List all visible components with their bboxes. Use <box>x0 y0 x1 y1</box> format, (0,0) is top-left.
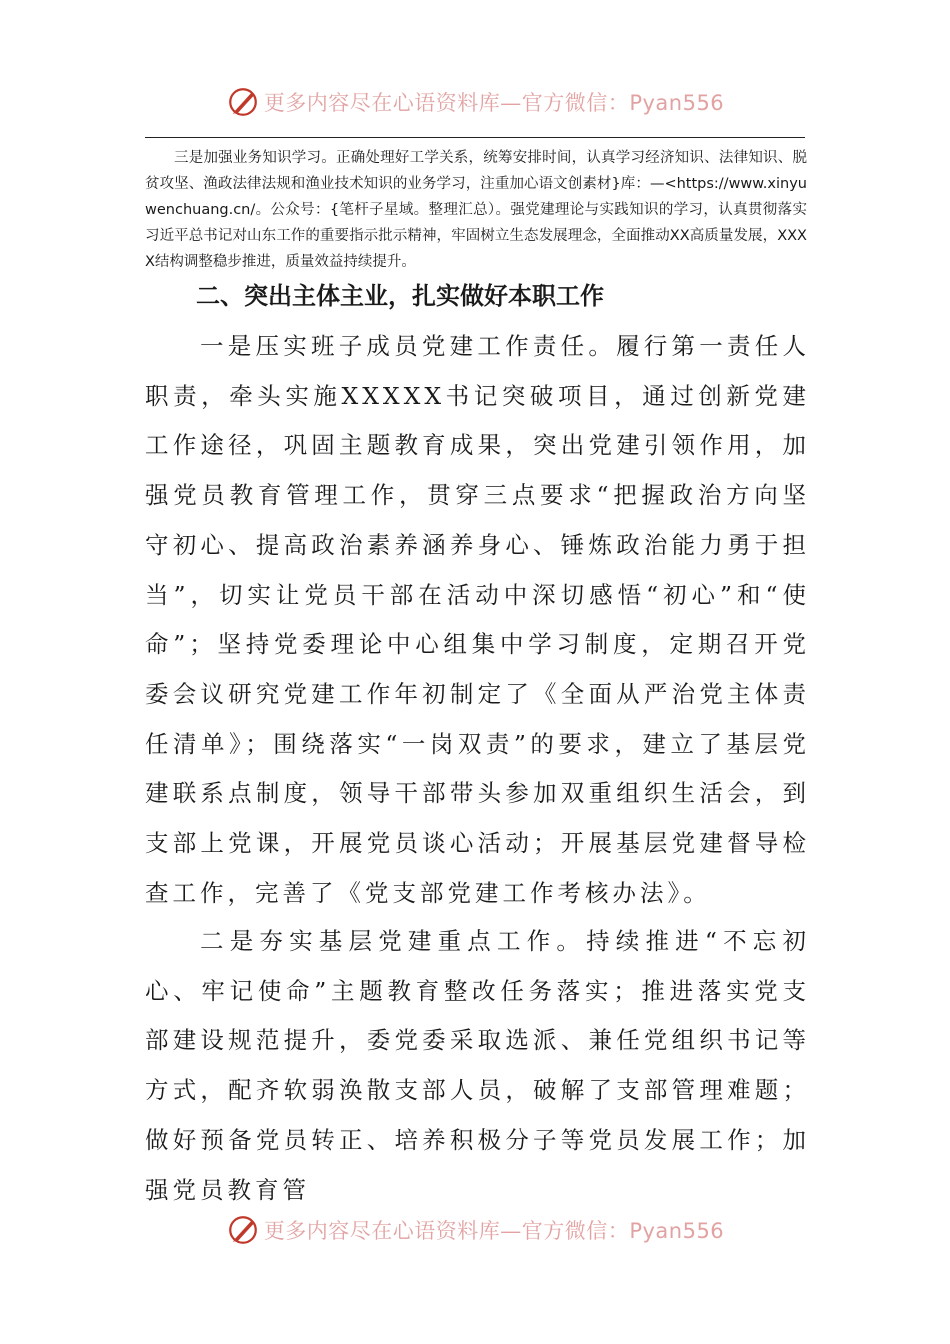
intro-paragraph: 三是加强业务知识学习。正确处理好工学关系，统筹安排时间，认真学习经济知识、法律知识、脱贫攻坚、渔政法律法规和渔业技术知识的业务学习，注重加心语文创素材}库：—<https://www.xinyuwenchuang.cn/。公众号：{笔杆子星域。整理汇总）。强党建理论与实践知识的学习，认真贯彻落实习近平总书记对山东工作的重要指示批示精神，牢固树立生态发展理念，全面推动XX高质量发展，XXXX结构调整稳步推进，质量效益持续提升。 <box>145 150 807 270</box>
watermark-text: 更多内容尽在心语资料库—官方微信：Pyan556 <box>263 1219 725 1243</box>
footer-watermark <box>0 1210 950 1250</box>
pen-in-circle-logo <box>226 85 260 119</box>
pen-in-circle-logo <box>226 1213 260 1247</box>
body-paragraph-2: 二是夯实基层党建重点工作。持续推进“不忘初心、牢记使命”主题教育整改任务落实；推进落实党支部建设规范提升，委党委采取选派、兼任党组织书记等方式，配齐软弱涣散支部人员，破解了支部管理难题；做好预备党员转正、培养积极分子等党员发展工作；加强党员教育管 <box>145 927 810 1204</box>
header-divider <box>145 137 805 138</box>
wechat-id: Pyan556 <box>629 91 725 115</box>
watermark-text: 更多内容尽在心语资料库—官方微信：Pyan556 <box>263 91 725 115</box>
body-paragraph-1: 一是压实班子成员党建工作责任。履行第一责任人职责，牵头实施XXXXX书记突破项目，通过创新党建工作途径，巩固主题教育成果，突出党建引领作用，加强党员教育管理工作，贯穿三点要求“把握政治方向坚守初心、提高政治素养涵养身心、锤炼政治能力勇于担当”，切实让党员干部在活动中深切感悟“初心”和“使命”；坚持党委理论中心组集中学习制度，定期召开党委会议研究党建工作年初制定了《全面从严治党主体责任清单》；围绕落实“一岗双责”的要求，建立了基层党建联系点制度，领导干部带头参加双重组织生活会，到支部上党课，开展党员谈心活动；开展基层党建督导检查工作，完善了《党支部党建工作考核办法》。 <box>145 332 810 907</box>
wechat-id: Pyan556 <box>629 1219 725 1243</box>
header-watermark <box>0 82 950 122</box>
section-heading: 二、突出主体主业，扎实做好本职工作 <box>196 282 604 310</box>
